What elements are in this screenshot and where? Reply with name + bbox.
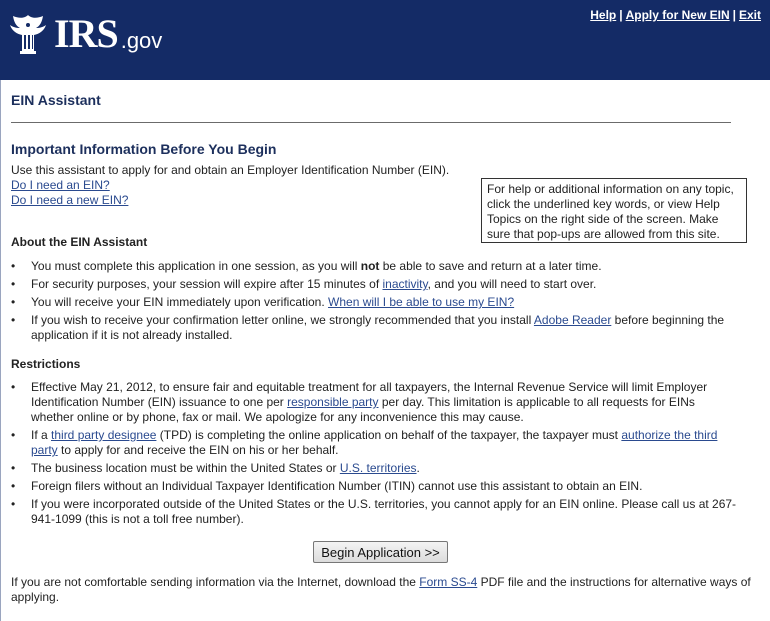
third-party-designee-link[interactable]: third party designee — [51, 428, 157, 442]
list-item: • If you were incorporated outside of the United States or the U.S. territories, you cannot apply for an EIN online. Please call us at 267-941-1099 (this is not a toll free number). — [11, 497, 753, 527]
irs-logo[interactable] — [8, 13, 162, 55]
help-link[interactable]: Help — [590, 8, 617, 22]
list-item: • For security purposes, your session will expire after 15 minutes of inactivity, and you will need to start over. — [11, 277, 751, 292]
list-item: • If a third party designee (TPD) is completing the online application on behalf of the taxpayer, the taxpayer must authorize the third party to apply for and receive the EIN on his or her behalf. — [11, 428, 736, 458]
intro-text: Use this assistant to apply for and obtain an Employer Identification Number (EIN). — [11, 163, 450, 177]
link-separator: | — [732, 8, 736, 22]
logo-gov-text: .gov — [120, 28, 163, 53]
left-border — [0, 80, 1, 621]
list-item: • The business location must be within the United States or U.S. territories. — [11, 461, 751, 476]
logo-irs-text: IRS — [54, 11, 118, 56]
apply-new-ein-link[interactable]: Apply for New EIN — [625, 8, 730, 22]
need-new-ein-link[interactable]: Do I need a new EIN? — [11, 193, 129, 207]
restrictions-list — [11, 380, 751, 530]
section-title: Important Information Before You Begin — [11, 141, 277, 157]
divider — [11, 122, 731, 123]
list-item: • Foreign filers without an Individual Taxpayer Identification Number (ITIN) cannot use this assistant to obtain an EIN. — [11, 479, 751, 494]
adobe-reader-link[interactable]: Adobe Reader — [533, 313, 612, 327]
about-list — [11, 259, 751, 346]
responsible-party-link[interactable]: responsible party — [287, 395, 379, 409]
top-links — [590, 8, 761, 22]
list-item: • You must complete this application in one session, as you will not be able to save and return at a later time. — [11, 259, 751, 274]
authorize-third-party-link[interactable]: authorize the third party — [31, 428, 718, 457]
form-ss4-link[interactable]: Form SS-4 — [419, 575, 478, 589]
us-territories-link[interactable]: U.S. territories — [339, 461, 417, 475]
page-title: EIN Assistant — [11, 92, 101, 108]
eagle-icon — [8, 13, 48, 55]
site-header — [0, 0, 770, 80]
footer-text: If you are not comfortable sending information via the Internet, download the Form SS-4 PDF file and the instructions for alternative ways of applying. — [11, 575, 751, 604]
list-item: • If you wish to receive your confirmation letter online, we strongly recommended that you install Adobe Reader before beginning the application if it is not already installed. — [11, 313, 746, 343]
link-separator: | — [619, 8, 623, 22]
list-item: • Effective May 21, 2012, to ensure fair and equitable treatment for all taxpayers, the Internal Revenue Service will limit Employer Identification Number (EIN) issuance to one per responsible party per day. This limitation is applicable to all requests for EINs whether online or by phone, fax or mail. We apologize for any inconvenience this may cause. — [11, 380, 736, 425]
about-heading: About the EIN Assistant — [11, 235, 148, 249]
begin-application-button[interactable]: Begin Application >> — [313, 541, 448, 563]
exit-link[interactable]: Exit — [738, 8, 761, 22]
list-item: • You will receive your EIN immediately upon verification. When will I be able to use my EIN? — [11, 295, 751, 310]
need-ein-link[interactable]: Do I need an EIN? — [11, 178, 110, 192]
restrictions-heading: Restrictions — [11, 357, 81, 371]
intro-block — [11, 163, 449, 208]
inactivity-link[interactable]: inactivity — [382, 277, 428, 291]
help-info-box: For help or additional information on any topic, click the underlined key words, or view Help Topics on the right side of the screen. Make sure that pop-ups are allowed from this site. — [481, 178, 747, 243]
when-use-ein-link[interactable]: When will I be able to use my EIN? — [328, 295, 515, 309]
